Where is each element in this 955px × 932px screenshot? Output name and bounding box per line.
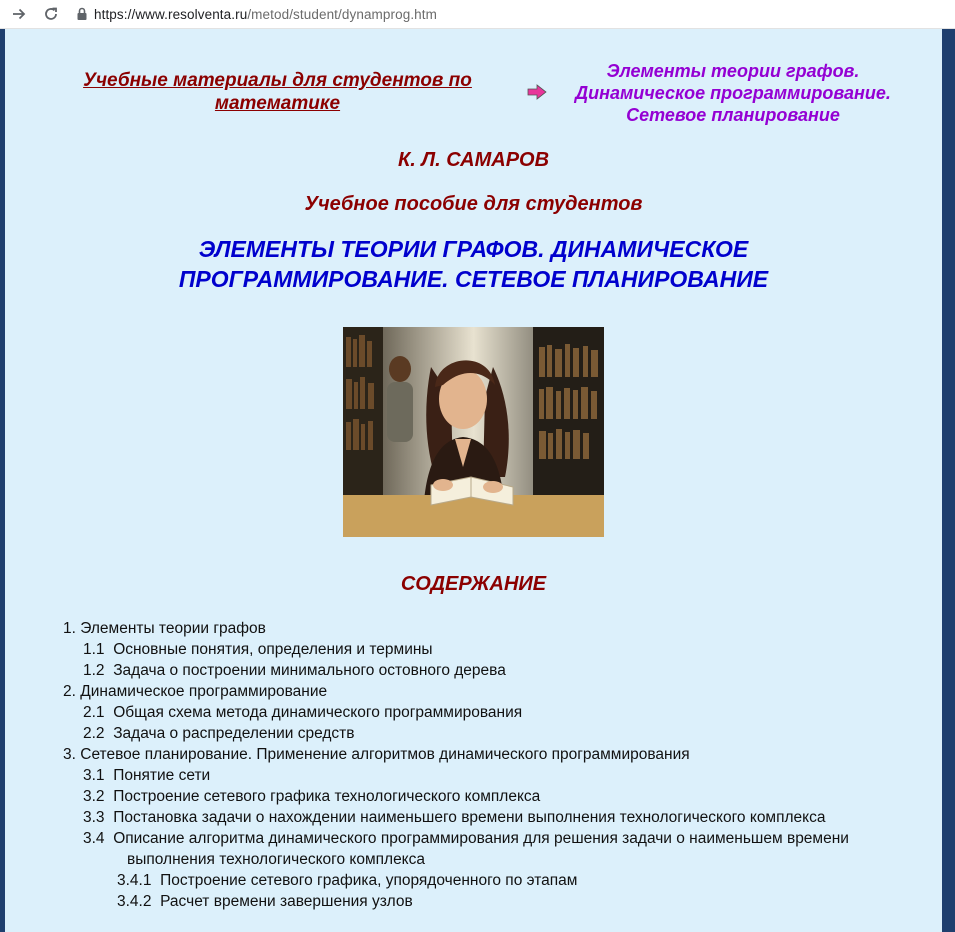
toc-text: Основные понятия, определения и термины [113,641,433,658]
browser-toolbar [0,0,955,29]
url-host: https://www.resolventa.ru [94,6,248,22]
page-content [5,29,942,932]
current-section-title [553,60,913,126]
toc-num: 2.2 [83,725,105,742]
toc-item-3[interactable] [63,744,883,765]
toc-text: Постановка задачи о нахождении наименьшего времени выполнения технологического комплекса [113,809,826,826]
forward-button[interactable] [6,1,32,27]
toc-item-1[interactable] [63,618,883,639]
toc-num: 3. [63,746,76,763]
page-frame-right [942,29,955,932]
arrow-right-icon [11,6,27,22]
toc-text: Задача о распределении средств [113,725,355,742]
toc-text: Построение сетевого графика технологического комплекса [113,788,541,805]
toc-text: Динамическое программирование [80,683,328,700]
toc-text: Задача о построении минимального остовного дерева [113,662,506,679]
toc-num: 3.4.1 [117,872,152,889]
toc-item-2-1[interactable] [63,702,883,723]
author-name: К. Л. САМАРОВ [397,149,550,171]
book-subtitle: Учебное пособие для студентов [304,193,643,215]
toc-item-3-2[interactable] [63,786,883,807]
toc-num: 3.4 [83,830,105,847]
toc-text: Сетевое планирование. Применение алгоритмов динамического программирования [80,746,690,763]
current-section-line3: Сетевое планирование [626,105,840,125]
toc-item-1-2[interactable] [63,660,883,681]
toc-num: 3.3 [83,809,105,826]
book-title-line2: ПРОГРАММИРОВАНИЕ. СЕТЕВОЕ ПЛАНИРОВАНИЕ [178,266,769,292]
url-path: /metod/student/dynamprog.htm [247,6,437,22]
toc-num: 3.1 [83,767,105,784]
toc-num: 3.2 [83,788,105,805]
pink-arrow-icon [527,84,547,100]
table-of-contents [63,618,883,912]
reload-icon [43,6,59,22]
toc-num: 2.1 [83,704,105,721]
toc-item-3-4-2[interactable] [63,891,883,912]
current-section-line1: Элементы теории графов. [606,61,860,81]
toc-item-3-4-1[interactable] [63,870,883,891]
toc-text: Общая схема метода динамического программирования [113,704,523,721]
toc-item-3-4[interactable] [63,828,867,870]
lock-icon[interactable] [74,6,90,22]
toc-num: 1.2 [83,662,105,679]
student-reading-photo [343,327,604,537]
book-title [125,234,822,294]
toc-text: Понятие сети [113,767,211,784]
toc-num: 1.1 [83,641,105,658]
book-title-line1: ЭЛЕМЕНТЫ ТЕОРИИ ГРАФОВ. ДИНАМИЧЕСКОЕ [198,236,749,262]
toc-text: Расчет времени завершения узлов [160,893,413,910]
student-materials-link-line2: математике [214,93,341,114]
reload-button[interactable] [38,1,64,27]
toc-text: Описание алгоритма динамического программирования для решения задачи о наименьшем времени выполнения технологического комплекса [113,830,849,868]
toc-item-2-2[interactable] [63,723,883,744]
toc-item-3-1[interactable] [63,765,883,786]
address-bar[interactable] [94,7,437,22]
toc-text: Элементы теории графов [80,620,266,637]
toc-item-1-1[interactable] [63,639,883,660]
student-materials-link-line1: Учебные материалы для студентов по [83,70,472,91]
student-materials-link[interactable] [75,69,480,115]
toc-num: 1. [63,620,76,637]
toc-item-2[interactable] [63,681,883,702]
toc-num: 3.4.2 [117,893,152,910]
toc-heading: СОДЕРЖАНИЕ [400,573,547,595]
toc-text: Построение сетевого графика, упорядоченного по этапам [160,872,578,889]
current-section-line2: Динамическое программирование. [575,83,891,103]
toc-item-3-3[interactable] [63,807,843,828]
toc-num: 2. [63,683,76,700]
